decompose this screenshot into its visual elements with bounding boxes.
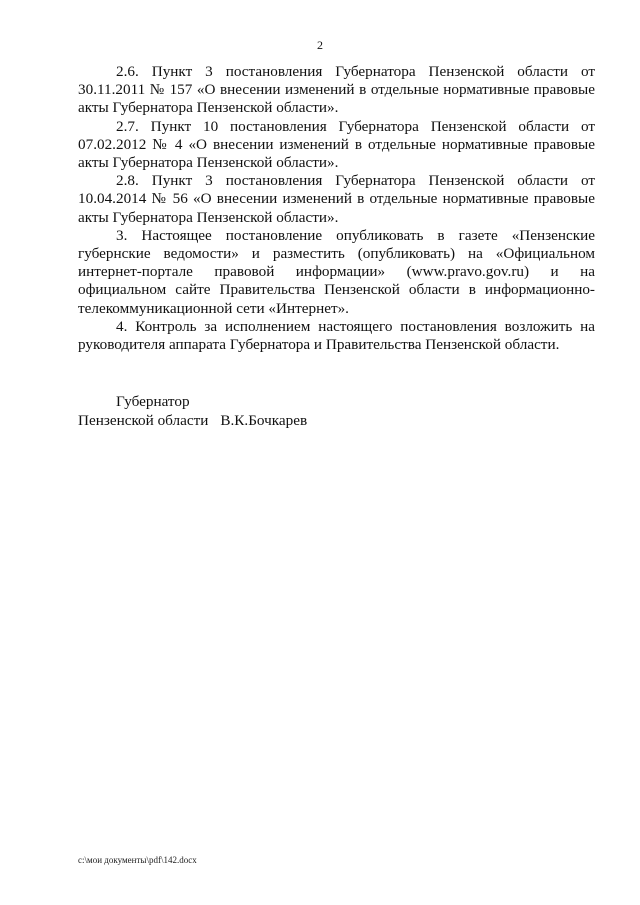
document-body xyxy=(78,63,595,354)
signature-region: Пензенской области xyxy=(78,412,209,429)
signature-line xyxy=(78,411,307,430)
paragraph-2-6: 2.6. Пункт 3 постановления Губернатора Пензенской области от 30.11.2011 № 157 «О внесении изменений в отдельные нормативные правовые акты Губернатора Пензенской области». xyxy=(78,63,595,117)
signatory-name: В.К.Бочкарев xyxy=(220,412,308,429)
paragraph-2-8: 2.8. Пункт 3 постановления Губернатора Пензенской области от 10.04.2014 № 56 «О внесении изменений в отдельные нормативные правовые акты Губернатора Пензенской области». xyxy=(78,172,595,226)
paragraph-3: 3. Настоящее постановление опубликовать в газете «Пензенские губернские ведомости» и разместить (опубликовать) на «Официальном интернет-портале правовой информации» (www.pravo.gov.ru) и на официальном сайте Правительства Пензенской области в информационно-телекоммуникационной сети «Интернет». xyxy=(78,226,595,317)
paragraph-4: 4. Контроль за исполнением настоящего постановления возложить на руководителя аппарата Губернатора и Правительства Пензенской области. xyxy=(78,317,595,354)
signature-title: Губернатор xyxy=(116,393,190,410)
footer-file-path: c:\мои документы\pdf\142.docx xyxy=(78,855,197,865)
page-number: 2 xyxy=(317,38,323,52)
signature-block xyxy=(78,392,307,430)
paragraph-2-7: 2.7. Пункт 10 постановления Губернатора Пензенской области от 07.02.2012 № 4 «О внесении изменений в отдельные нормативные правовые акты Губернатора Пензенской области». xyxy=(78,117,595,172)
